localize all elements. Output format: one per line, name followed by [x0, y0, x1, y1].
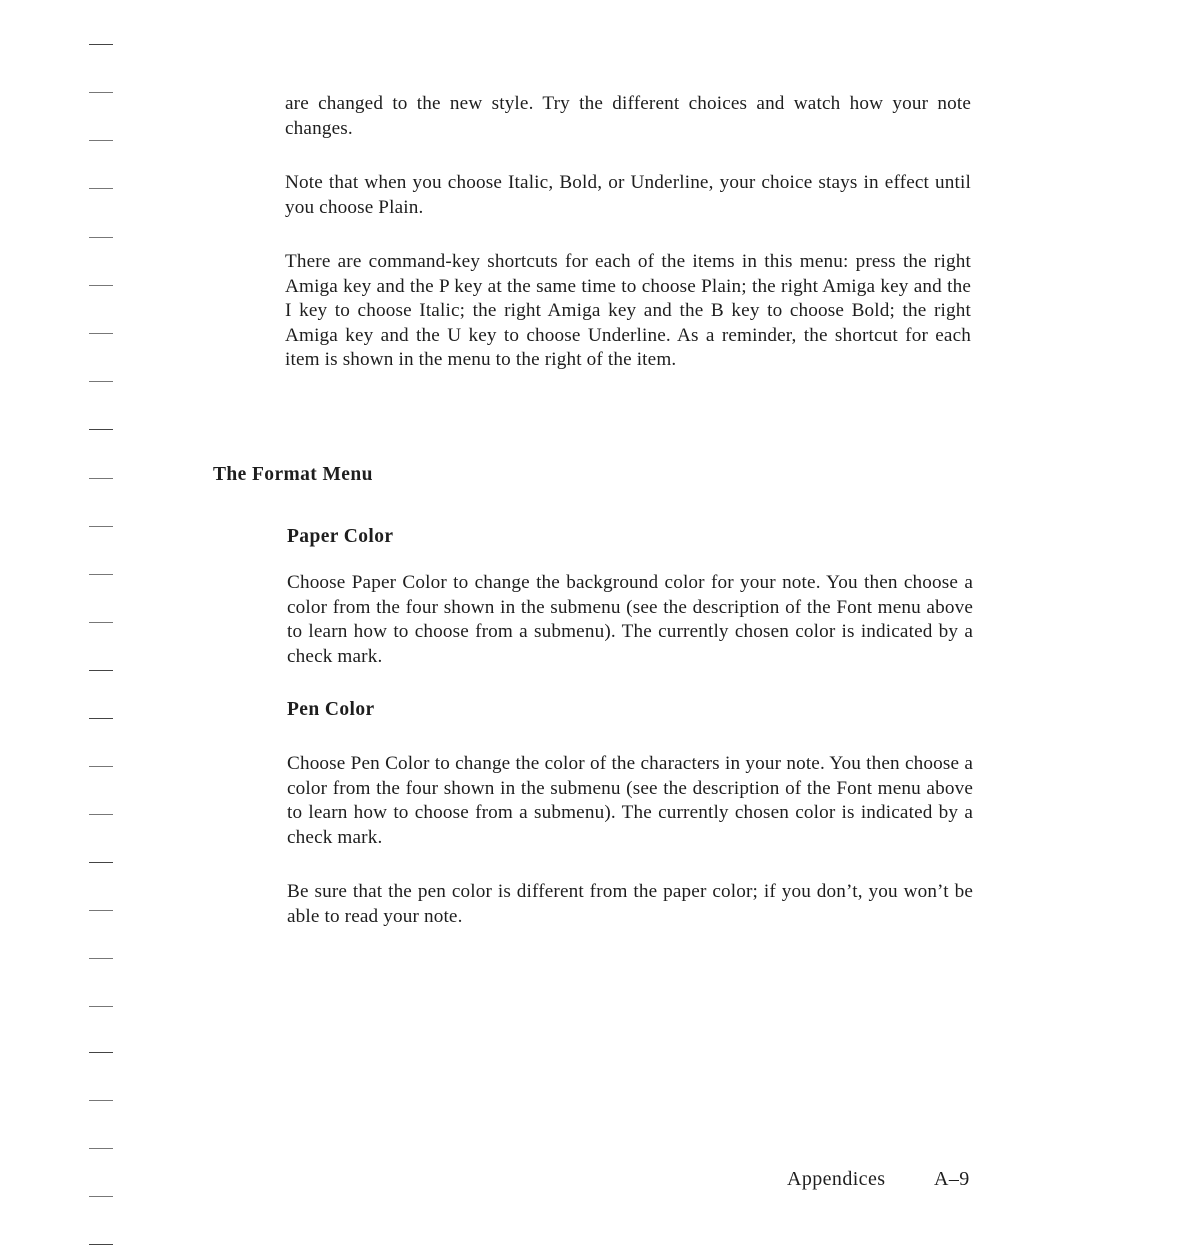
paragraph-style-change: are changed to the new style. Try the different choices and watch how your note changes.: [285, 93, 971, 139]
binder-mark: [89, 44, 113, 45]
binder-mark: [89, 526, 113, 527]
binder-mark: [89, 237, 113, 238]
binder-mark: [89, 140, 113, 141]
section-heading-format-menu: The Format Menu: [213, 464, 373, 485]
paragraph-pen-paper-warning: Be sure that the pen color is different from the paper color; if you don’t, you won’t be able to read your note.: [287, 881, 973, 927]
paragraph-paper-color: Choose Paper Color to change the background color for your note. You then choose a color from the four shown in the submenu (see the description of the Font menu above to learn how to choose from a submenu). The currently chosen color is indicated by a check mark.: [287, 572, 973, 667]
footer-page-number: A–9: [934, 1168, 970, 1190]
binder-mark: [89, 574, 113, 575]
binder-mark: [89, 814, 113, 815]
binder-margin-marks: [0, 0, 130, 1258]
binder-mark: [89, 622, 113, 623]
binder-mark: [89, 958, 113, 959]
binder-mark: [89, 1196, 113, 1197]
paragraph-command-key-shortcuts: There are command-key shortcuts for each of the items in this menu: press the right Amiga key and the P key at the same time to choose Plain; the right Amiga key and the I key to choose Italic; the right Amiga key and the B key to choose Bold; the right Amiga key and the U key to choose Underline. As a reminder, the shortcut for each item is shown in the menu to the right of the item.: [285, 251, 971, 371]
subheading-paper-color: Paper Color: [287, 526, 394, 547]
binder-mark: [89, 1052, 113, 1053]
footer-section-title: Appendices: [787, 1168, 886, 1190]
binder-mark: [89, 910, 113, 911]
binder-mark: [89, 766, 113, 767]
paragraph-pen-color: Choose Pen Color to change the color of the characters in your note. You then choose a color from the four shown in the submenu (see the description of the Font menu above to learn how to choose from a submenu). The currently chosen color is indicated by a check mark.: [287, 753, 973, 848]
paragraph-style-persistence: Note that when you choose Italic, Bold, or Underline, your choice stays in effect until you choose Plain.: [285, 172, 971, 218]
binder-mark: [89, 285, 113, 286]
binder-mark: [89, 188, 113, 189]
binder-mark: [89, 718, 113, 719]
binder-mark: [89, 1006, 113, 1007]
binder-mark: [89, 381, 113, 382]
binder-mark: [89, 429, 113, 430]
binder-mark: [89, 1148, 113, 1149]
binder-mark: [89, 1244, 113, 1245]
binder-mark: [89, 92, 113, 93]
binder-mark: [89, 862, 113, 863]
binder-mark: [89, 478, 113, 479]
binder-mark: [89, 670, 113, 671]
binder-mark: [89, 333, 113, 334]
subheading-pen-color: Pen Color: [287, 699, 375, 720]
binder-mark: [89, 1100, 113, 1101]
